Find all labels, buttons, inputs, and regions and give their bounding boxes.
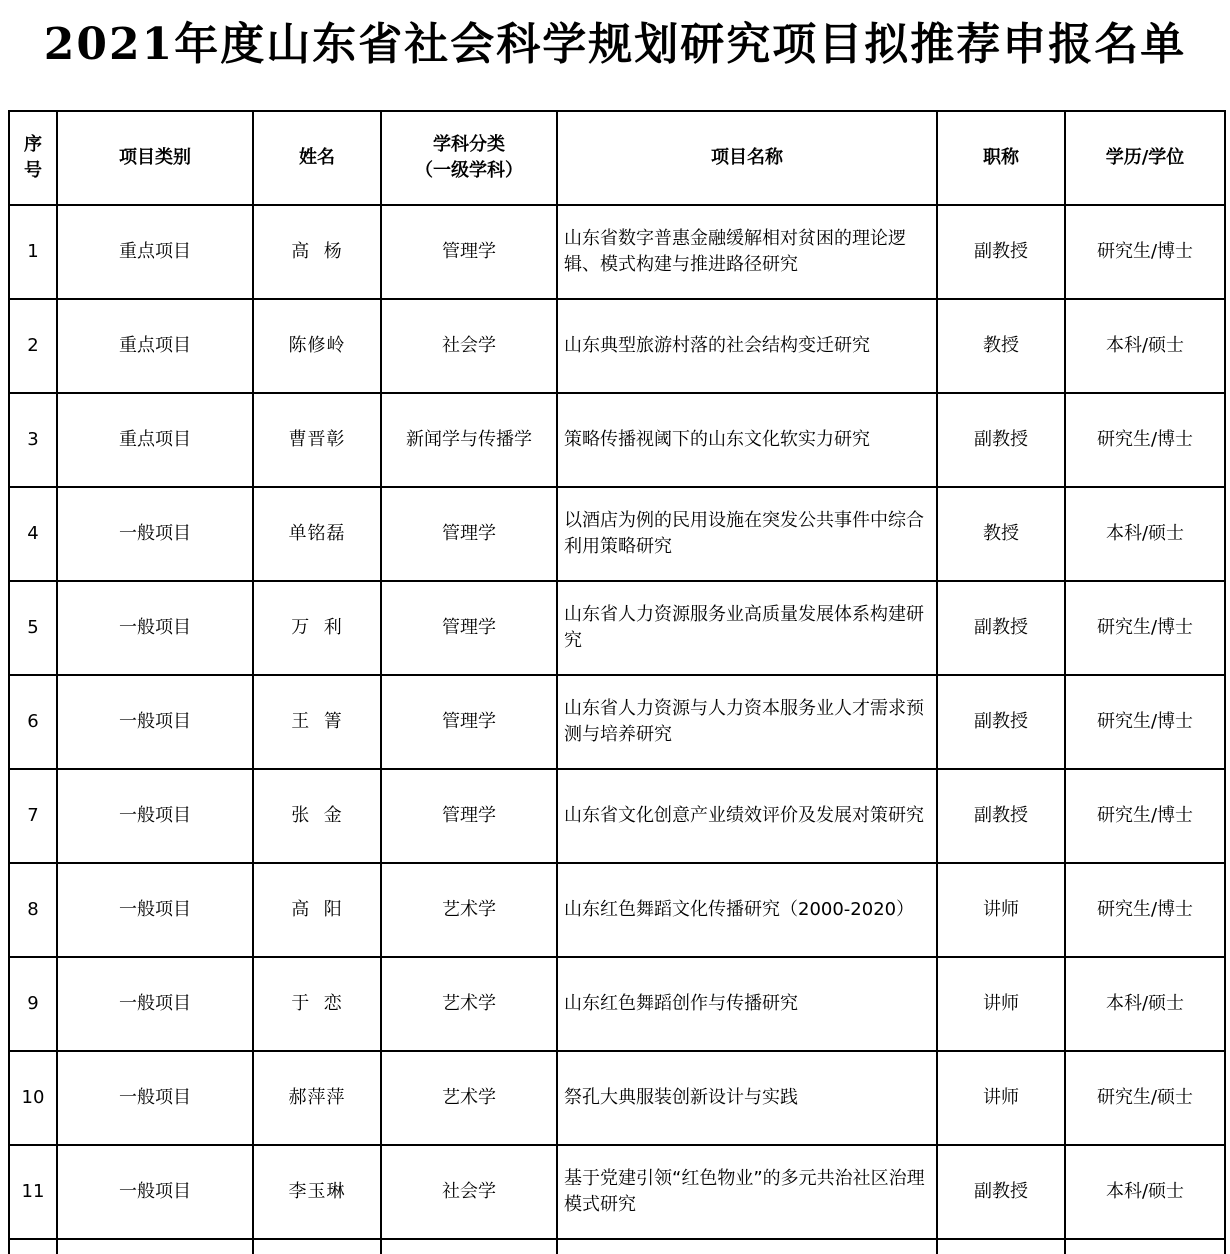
empty-cell <box>937 1239 1065 1254</box>
row-index: 11 <box>9 1145 57 1239</box>
project-category: 一般项目 <box>57 675 253 769</box>
professional-rank: 副教授 <box>937 581 1065 675</box>
applicant-name: 于 恋 <box>253 957 381 1051</box>
project-title: 山东省数字普惠金融缓解相对贫困的理论逻辑、模式构建与推进路径研究 <box>557 205 937 299</box>
applicant-name: 高 阳 <box>253 863 381 957</box>
row-index: 2 <box>9 299 57 393</box>
table-row <box>9 487 1225 581</box>
project-category: 重点项目 <box>57 299 253 393</box>
applicant-name: 张 金 <box>253 769 381 863</box>
header-index: 序 号 <box>9 111 57 205</box>
project-category: 一般项目 <box>57 1051 253 1145</box>
row-index: 3 <box>9 393 57 487</box>
discipline: 管理学 <box>381 675 557 769</box>
project-title: 以酒店为例的民用设施在突发公共事件中综合利用策略研究 <box>557 487 937 581</box>
professional-rank: 讲师 <box>937 957 1065 1051</box>
degree: 研究生/博士 <box>1065 863 1225 957</box>
project-title: 基于党建引领“红色物业”的多元共治社区治理模式研究 <box>557 1145 937 1239</box>
degree: 研究生/博士 <box>1065 675 1225 769</box>
applicant-name: 王 箐 <box>253 675 381 769</box>
table-row-cutoff <box>9 1239 1225 1254</box>
project-category: 一般项目 <box>57 863 253 957</box>
table-row <box>9 675 1225 769</box>
discipline: 管理学 <box>381 205 557 299</box>
project-title: 山东省人力资源服务业高质量发展体系构建研究 <box>557 581 937 675</box>
professional-rank: 副教授 <box>937 393 1065 487</box>
empty-cell <box>253 1239 381 1254</box>
table-row <box>9 581 1225 675</box>
table-row <box>9 957 1225 1051</box>
empty-cell <box>381 1239 557 1254</box>
page-title: 2021年度山东省社会科学规划研究项目拟推荐申报名单 <box>43 19 1187 70</box>
empty-cell <box>9 1239 57 1254</box>
discipline: 社会学 <box>381 1145 557 1239</box>
project-category: 重点项目 <box>57 393 253 487</box>
table-row <box>9 769 1225 863</box>
professional-rank: 讲师 <box>937 1051 1065 1145</box>
degree: 本科/硕士 <box>1065 299 1225 393</box>
table-row <box>9 1145 1225 1239</box>
degree: 研究生/博士 <box>1065 205 1225 299</box>
project-title: 山东典型旅游村落的社会结构变迁研究 <box>557 299 937 393</box>
project-category: 一般项目 <box>57 769 253 863</box>
applicant-name: 陈修岭 <box>253 299 381 393</box>
applicant-name: 万 利 <box>253 581 381 675</box>
header-project-title: 项目名称 <box>557 111 937 205</box>
applicant-name: 高 杨 <box>253 205 381 299</box>
degree: 研究生/博士 <box>1065 581 1225 675</box>
row-index: 7 <box>9 769 57 863</box>
project-category: 一般项目 <box>57 581 253 675</box>
table-header-row <box>9 111 1225 205</box>
professional-rank: 教授 <box>937 487 1065 581</box>
row-index: 8 <box>9 863 57 957</box>
header-rank: 职称 <box>937 111 1065 205</box>
table-row <box>9 299 1225 393</box>
project-title: 山东省人力资源与人力资本服务业人才需求预测与培养研究 <box>557 675 937 769</box>
project-category: 一般项目 <box>57 957 253 1051</box>
project-title: 策略传播视阈下的山东文化软实力研究 <box>557 393 937 487</box>
degree: 本科/硕士 <box>1065 957 1225 1051</box>
empty-cell <box>1065 1239 1225 1254</box>
table-row <box>9 393 1225 487</box>
project-title: 山东省文化创意产业绩效评价及发展对策研究 <box>557 769 937 863</box>
discipline: 管理学 <box>381 581 557 675</box>
discipline: 管理学 <box>381 487 557 581</box>
row-index: 9 <box>9 957 57 1051</box>
row-index: 4 <box>9 487 57 581</box>
empty-cell <box>57 1239 253 1254</box>
applicant-name: 李玉琳 <box>253 1145 381 1239</box>
project-category: 一般项目 <box>57 487 253 581</box>
degree: 研究生/博士 <box>1065 393 1225 487</box>
project-category: 一般项目 <box>57 1145 253 1239</box>
professional-rank: 教授 <box>937 299 1065 393</box>
project-title: 祭孔大典服装创新设计与实践 <box>557 1051 937 1145</box>
discipline: 管理学 <box>381 769 557 863</box>
recommendation-table <box>8 110 1226 1254</box>
applicant-name: 曹晋彰 <box>253 393 381 487</box>
discipline: 艺术学 <box>381 957 557 1051</box>
applicant-name: 郝萍萍 <box>253 1051 381 1145</box>
header-name: 姓名 <box>253 111 381 205</box>
header-category: 项目类别 <box>57 111 253 205</box>
degree: 研究生/博士 <box>1065 769 1225 863</box>
discipline: 艺术学 <box>381 1051 557 1145</box>
header-discipline: 学科分类 （一级学科） <box>381 111 557 205</box>
professional-rank: 副教授 <box>937 769 1065 863</box>
discipline: 社会学 <box>381 299 557 393</box>
professional-rank: 副教授 <box>937 675 1065 769</box>
degree: 本科/硕士 <box>1065 1145 1225 1239</box>
row-index: 5 <box>9 581 57 675</box>
table-row <box>9 1051 1225 1145</box>
row-index: 1 <box>9 205 57 299</box>
header-degree: 学历/学位 <box>1065 111 1225 205</box>
row-index: 10 <box>9 1051 57 1145</box>
table-row <box>9 863 1225 957</box>
project-category: 重点项目 <box>57 205 253 299</box>
project-title: 山东红色舞蹈创作与传播研究 <box>557 957 937 1051</box>
table-row <box>9 205 1225 299</box>
discipline: 艺术学 <box>381 863 557 957</box>
empty-cell <box>557 1239 937 1254</box>
professional-rank: 副教授 <box>937 205 1065 299</box>
degree: 研究生/硕士 <box>1065 1051 1225 1145</box>
professional-rank: 讲师 <box>937 863 1065 957</box>
professional-rank: 副教授 <box>937 1145 1065 1239</box>
row-index: 6 <box>9 675 57 769</box>
discipline: 新闻学与传播学 <box>381 393 557 487</box>
applicant-name: 单铭磊 <box>253 487 381 581</box>
project-title: 山东红色舞蹈文化传播研究（2000-2020） <box>557 863 937 957</box>
degree: 本科/硕士 <box>1065 487 1225 581</box>
